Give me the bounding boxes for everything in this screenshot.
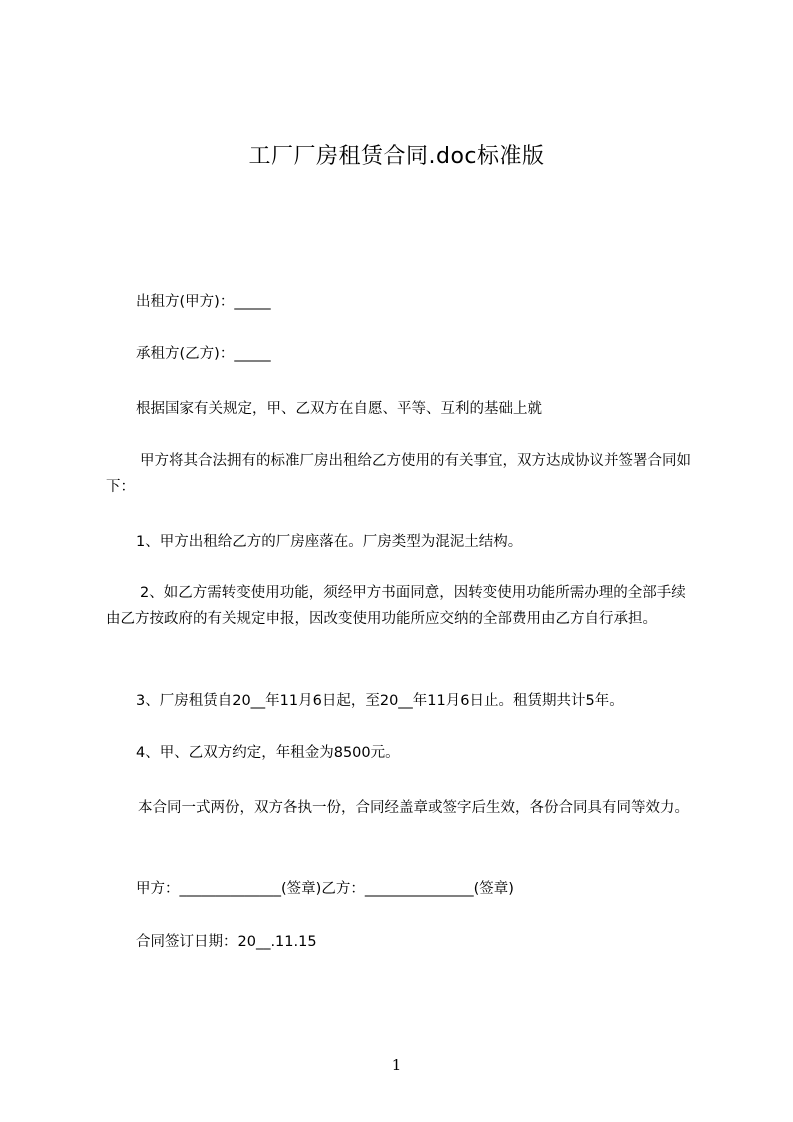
document-title: 工厂厂房租赁合同.doc标准版 xyxy=(248,144,545,169)
lessee-line: 承租方(乙方)：_____ xyxy=(136,346,271,362)
clause-1: 1、甲方出租给乙方的厂房座落在。厂房类型为混泥土结构。 xyxy=(136,534,523,550)
effect-clause: 本合同一式两份，双方各执一份，合同经盖章或签字后生效，各份合同具有同等效力。 xyxy=(138,800,689,816)
page-number: 1 xyxy=(391,1056,402,1074)
agreement-intro-paragraph: 甲方将其合法拥有的标准厂房出租给乙方使用的有关事宜，双方达成协议并签署合同如下： xyxy=(106,453,691,495)
clause-2: 2、如乙方需转变使用功能，须经甲方书面同意，因转变使用功能所需办理的全部手续由乙方按政府的有关规定申报，因改变使用功能所应交纳的全部费用由乙方自行承担。 xyxy=(106,585,686,627)
preamble-paragraph: 根据国家有关规定，甲、乙双方在自愿、平等、互利的基础上就 xyxy=(136,401,542,417)
signature-line: 甲方：______________(签章)乙方：_______________(签章) xyxy=(136,881,514,897)
clause-4: 4、甲、乙双方约定，年租金为8500元。 xyxy=(136,745,400,761)
clause-3: 3、厂房租赁自20__年11月6日起，至20__年11月6日止。租赁期共计5年。 xyxy=(136,693,624,709)
lessor-line: 出租方(甲方)：_____ xyxy=(136,294,271,310)
signing-date: 合同签订日期：20__.11.15 xyxy=(136,934,317,950)
